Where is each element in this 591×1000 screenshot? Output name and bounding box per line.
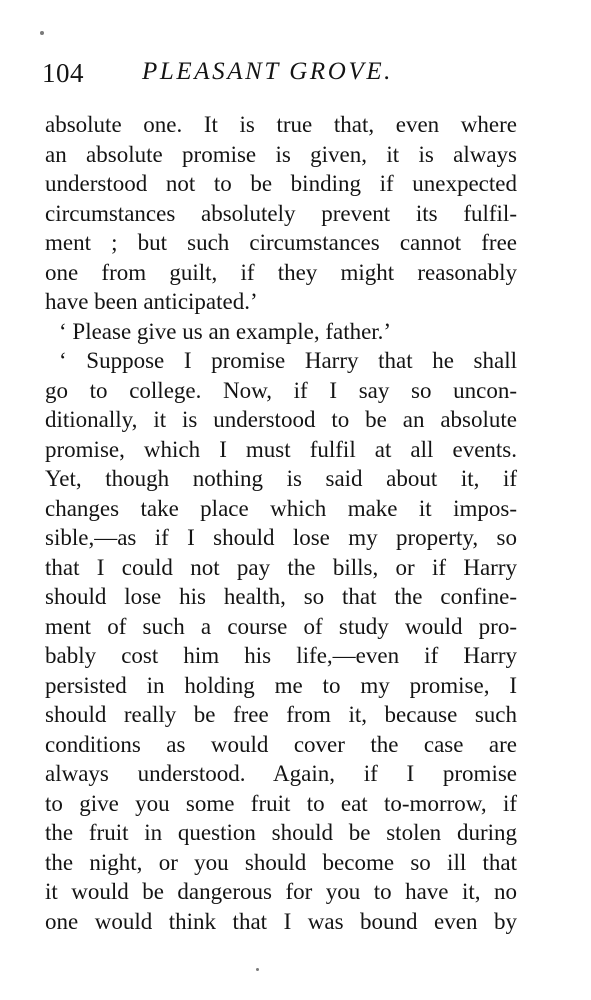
running-head: PLEASANT GROVE.: [142, 58, 394, 85]
text-line: bably cost him his life,—even if Harry: [45, 643, 517, 668]
text-line: to give you some fruit to eat to-morrow, if: [45, 790, 517, 816]
text-line: changes take place which make it impos-: [45, 495, 517, 521]
text-line: the fruit in question should be stolen during: [45, 820, 517, 845]
text-line: ment of such a course of study would pro-: [45, 613, 517, 639]
text-line: go to college. Now, if I say so uncon-: [45, 377, 517, 403]
text-line: ‘ Please give us an example, father.’: [59, 318, 392, 344]
text-line: promise, which I must fulfil at all events.: [45, 436, 517, 462]
text-line: understood not to be binding if unexpected: [45, 171, 517, 196]
text-line: should really be free from it, because such: [45, 702, 517, 727]
paper-speck: [256, 968, 259, 971]
text-line: ment ; but such circumstances cannot free: [45, 230, 517, 255]
text-line: an absolute promise is given, it is always: [45, 141, 517, 167]
text-line: always understood. Again, if I promise: [45, 761, 517, 786]
text-line: sible,—as if I should lose my property, so: [45, 525, 517, 550]
text-line: the night, or you should become so ill that: [45, 849, 517, 875]
text-line: it would be dangerous for you to have it, no: [45, 879, 517, 904]
text-line: should lose his health, so that the confine-: [45, 584, 517, 609]
text-line: have been anticipated.’: [45, 289, 258, 314]
text-line: absolute one. It is true that, even where: [45, 112, 517, 137]
text-line: one from guilt, if they might reasonably: [45, 259, 517, 285]
text-line: one would think that I was bound even by: [45, 908, 517, 934]
text-line: ‘ Suppose I promise Harry that he shall: [59, 348, 517, 373]
page-header: [42, 58, 522, 90]
text-line: persisted in holding me to my promise, I: [45, 672, 517, 698]
text-line: circumstances absolutely prevent its fulfil-: [45, 200, 517, 226]
page-number: 104: [42, 58, 84, 88]
body-text: [45, 110, 517, 936]
text-line: Yet, though nothing is said about it, if: [45, 466, 517, 491]
text-line: that I could not pay the bills, or if Harry: [45, 554, 517, 580]
paper-speck: [40, 31, 44, 35]
text-line: ditionally, it is understood to be an absolute: [45, 407, 517, 432]
text-line: conditions as would cover the case are: [45, 731, 517, 757]
